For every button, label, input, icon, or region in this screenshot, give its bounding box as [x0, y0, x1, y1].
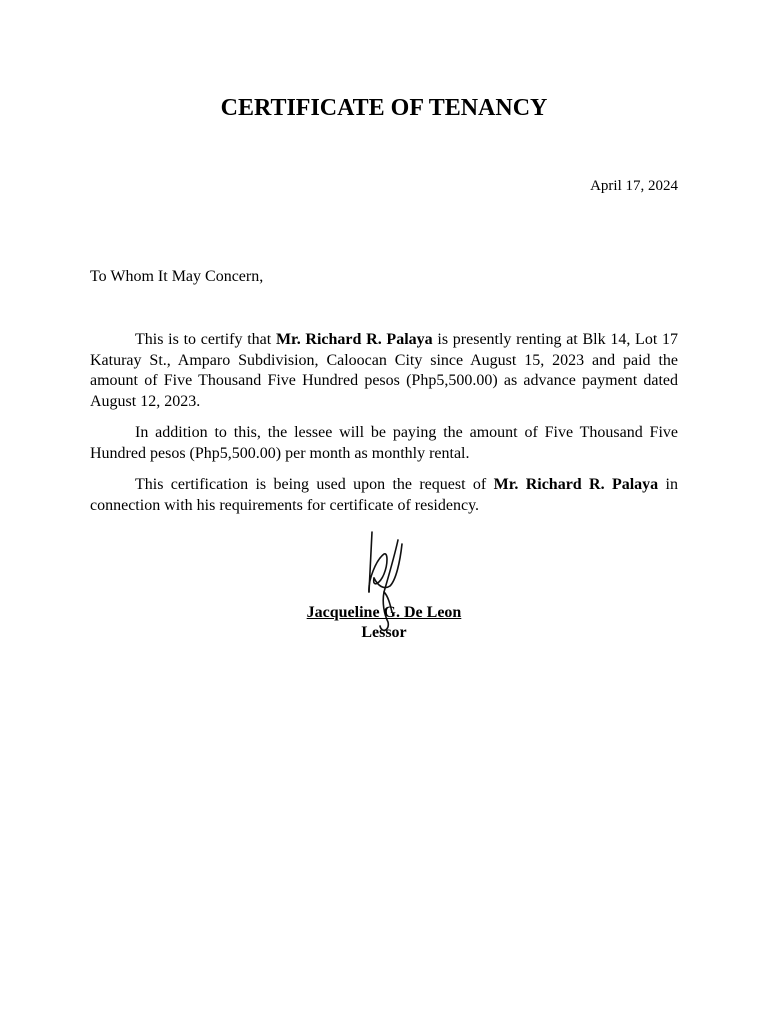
paragraph1-before: This is to certify that: [135, 331, 276, 348]
tenant-name-repeat: Mr. Richard R. Palaya: [493, 476, 659, 493]
document-date: April 17, 2024: [590, 178, 678, 194]
paragraph3-before: This certification is being used upon the request of: [135, 476, 494, 493]
paragraph1-after: is presently renting at Blk 14, Lot 17 Katuray St., Amparo Subdivision, Caloocan City since August 15, 2023 and paid the amount of Five Thousand Five Hundred pesos (Php5,500.00) as advance payment dated August 12, 2023.: [90, 331, 678, 410]
signatory-role: Lessor: [361, 624, 407, 641]
document-title: CERTIFICATE OF TENANCY: [220, 95, 548, 121]
document-body: [90, 330, 678, 527]
tenant-name: Mr. Richard R. Palaya: [275, 331, 433, 348]
paragraph-purpose: [90, 475, 678, 516]
paragraph-monthly-rental: In addition to this, the lessee will be paying the amount of Five Thousand Five Hundred pesos (Php5,500.00) per month as monthly rental.: [90, 424, 678, 462]
paragraph3-after: in connection with his requirements for certificate of residency.: [90, 476, 678, 514]
signatory-name: Jacqueline G. De Leon: [306, 604, 462, 621]
salutation: To Whom It May Concern,: [90, 268, 264, 285]
paragraph-certification: [90, 330, 678, 412]
